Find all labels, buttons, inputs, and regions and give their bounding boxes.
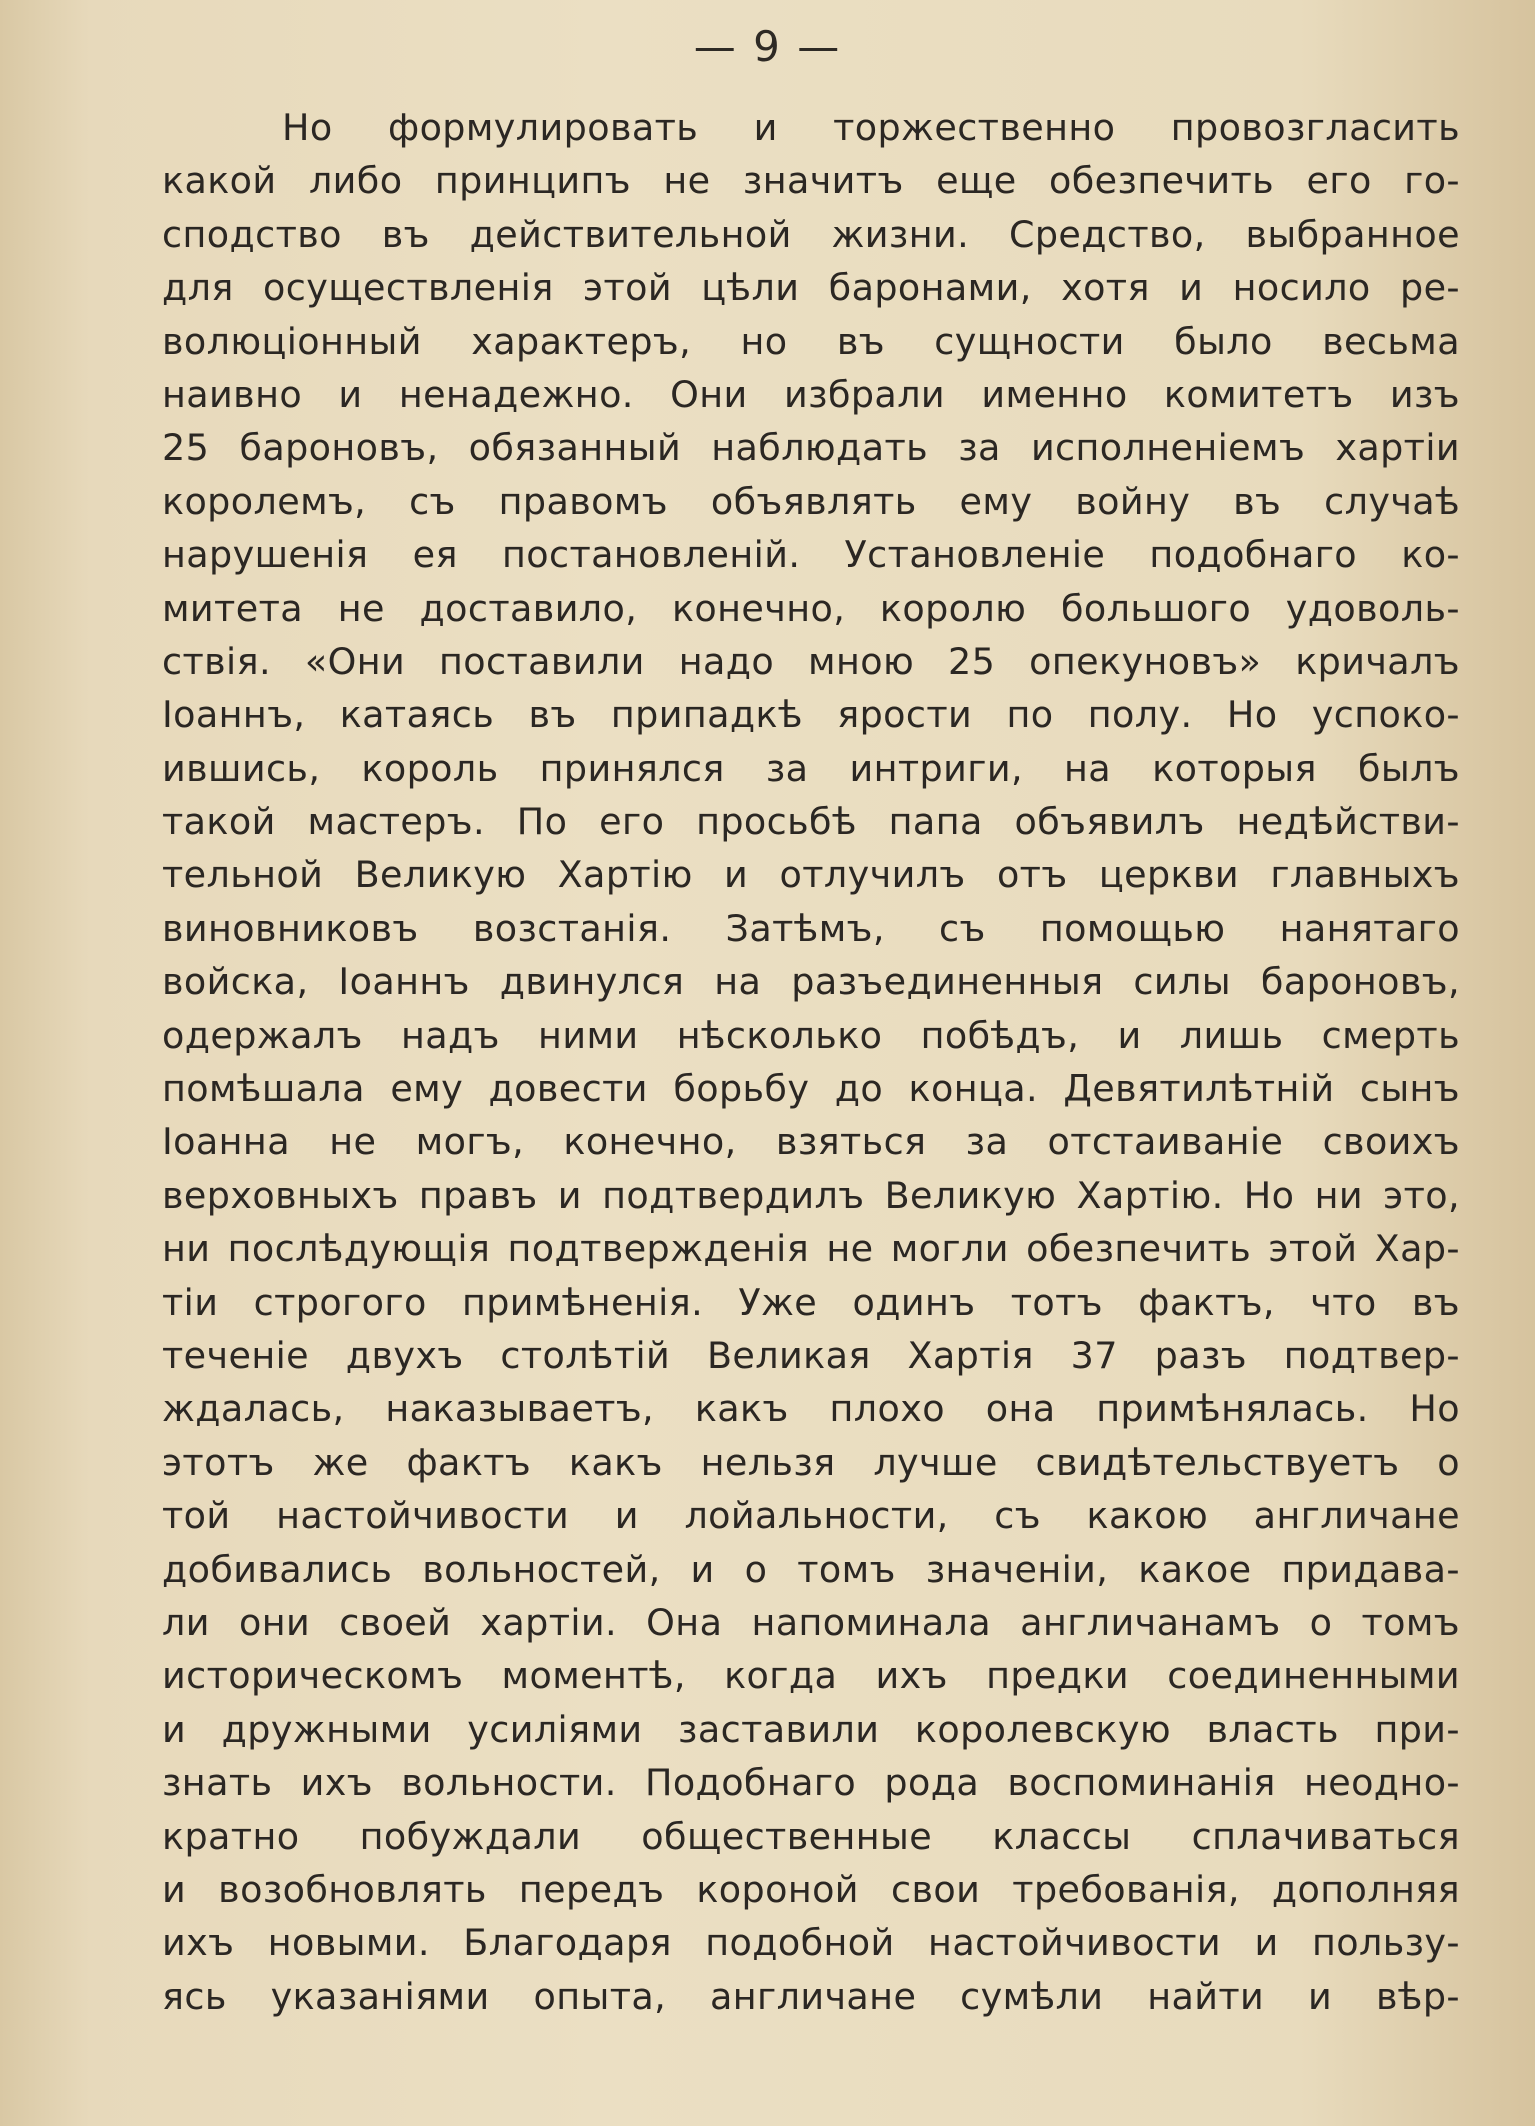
text-line: ившись, король принялся за интриги, на которыя былъ bbox=[162, 746, 1460, 790]
text-line: тельной Великую Хартію и отлучилъ отъ церкви главныхъ bbox=[162, 853, 1460, 897]
text-line: какой либо принципъ не значитъ еще обезпечить его го- bbox=[162, 159, 1460, 203]
text-line: 25 бароновъ, обязанный наблюдать за исполненіемъ хартіи bbox=[162, 426, 1460, 470]
text-line: ствія. «Они поставили надо мною 25 опекуновъ» кричалъ bbox=[162, 639, 1460, 683]
text-line: знать ихъ вольности. Подобнаго рода воспоминанія неодно- bbox=[162, 1761, 1460, 1805]
text-line: волюціонный характеръ, но въ сущности было весьма bbox=[162, 319, 1460, 363]
text-line: этотъ же фактъ какъ нельзя лучше свидѣтельствуетъ о bbox=[162, 1440, 1460, 1484]
text-line: Но формулировать и торжественно провозгласить bbox=[282, 106, 1460, 149]
page-number: — 9 — bbox=[693, 22, 842, 71]
text-line: королемъ, съ правомъ объявлять ему войну въ случаѣ bbox=[162, 479, 1460, 523]
text-line: сподство въ действительной жизни. Средство, выбранное bbox=[162, 212, 1460, 256]
text-line: для осуществленія этой цѣли баронами, хотя и носило ре- bbox=[162, 266, 1460, 310]
text-line: Іоанна не могъ, конечно, взяться за отстаиваніе своихъ bbox=[162, 1120, 1460, 1164]
text-line: войска, Іоаннъ двинулся на разъединенныя силы бароновъ, bbox=[162, 960, 1460, 1004]
text-line: теченіе двухъ столѣтій Великая Хартія 37 разъ подтвер- bbox=[162, 1333, 1460, 1377]
body-text bbox=[162, 101, 1460, 2023]
text-line: помѣшала ему довести борьбу до конца. Девятилѣтній сынъ bbox=[162, 1067, 1460, 1111]
text-line: ясь указаніями опыта, англичане сумѣли найти и вѣр- bbox=[162, 1974, 1460, 2018]
text-line: Іоаннъ, катаясь въ припадкѣ ярости по полу. Но успоко- bbox=[162, 693, 1460, 737]
text-line: ждалась, наказываетъ, какъ плохо она примѣнялась. Но bbox=[162, 1387, 1460, 1431]
text-line: одержалъ надъ ними нѣсколько побѣдъ, и лишь смерть bbox=[162, 1013, 1460, 1057]
text-line: виновниковъ возстанія. Затѣмъ, съ помощью нанятаго bbox=[162, 906, 1460, 950]
text-line: наивно и ненадежно. Они избрали именно комитетъ изъ bbox=[162, 372, 1460, 416]
text-line: такой мастеръ. По его просьбѣ папа объявилъ недѣйстви- bbox=[162, 800, 1460, 844]
text-line: кратно побуждали общественные классы сплачиваться bbox=[162, 1814, 1460, 1858]
text-line: добивались вольностей, и о томъ значеніи, какое придава- bbox=[162, 1547, 1460, 1591]
text-line: верховныхъ правъ и подтвердилъ Великую Хартію. Но ни это, bbox=[162, 1173, 1460, 1217]
text-line: и дружными усиліями заставили королевскую власть при- bbox=[162, 1707, 1460, 1751]
text-line: ли они своей хартіи. Она напоминала англичанамъ о томъ bbox=[162, 1600, 1460, 1644]
text-line: и возобновлять передъ короной свои требованія, дополняя bbox=[162, 1867, 1460, 1911]
text-line: нарушенія ея постановленій. Установленіе подобнаго ко- bbox=[162, 533, 1460, 577]
text-line: той настойчивости и лойальности, съ какою англичане bbox=[162, 1494, 1460, 1538]
text-line: историческомъ моментѣ, когда ихъ предки соединенными bbox=[162, 1654, 1460, 1698]
text-line: ни послѣдующія подтвержденія не могли обезпечить этой Хар- bbox=[162, 1227, 1460, 1271]
text-line: ихъ новыми. Благодаря подобной настойчивости и пользу- bbox=[162, 1921, 1460, 1965]
text-line: митета не доставило, конечно, королю большого удоволь- bbox=[162, 586, 1460, 630]
text-line: тіи строгого примѣненія. Уже одинъ тотъ фактъ, что въ bbox=[162, 1280, 1460, 1324]
